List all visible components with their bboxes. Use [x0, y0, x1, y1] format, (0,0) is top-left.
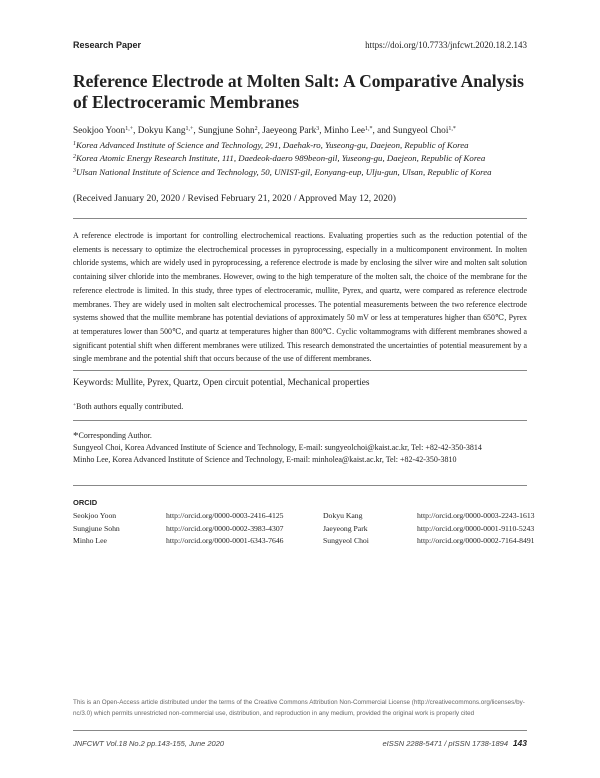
- affiliation-2: [73, 152, 485, 164]
- contribution-note: [73, 402, 183, 411]
- affiliation-3: [73, 166, 492, 178]
- corresponding-line-1: Sungyeol Choi, Korea Advanced Institute of Science and Technology, E-mail: sungyeolchoi@kaist.ac.kr, Tel: +82-42-350-3814: [73, 443, 482, 453]
- author-affil-mark: 3: [316, 126, 320, 132]
- orcid-author: Dokyu Kang: [323, 511, 363, 520]
- divider-orcid: [73, 485, 527, 486]
- affiliation-number: 2: [73, 154, 76, 160]
- author-name: Minho Lee: [323, 126, 365, 136]
- author-affil-mark: 1,+: [185, 126, 194, 132]
- affiliation-text: Korea Advanced Institute of Science and Technology, 291, Daehak-ro, Yuseong-gu, Daejeon, Republic of Korea: [76, 140, 469, 150]
- orcid-author: Seokjoo Yoon: [73, 511, 117, 520]
- orcid-link[interactable]: http://orcid.org/0000-0003-2243-1613: [417, 511, 535, 520]
- orcid-row: [73, 510, 535, 523]
- paper-title: Reference Electrode at Molten Salt: A Comparative Analysis of Electroceramic Membranes: [73, 71, 524, 112]
- author-affil-mark: 1,*: [448, 126, 456, 132]
- orcid-heading: ORCID: [73, 498, 98, 507]
- author-separator: ,: [193, 126, 199, 136]
- license-notice: This is an Open-Access article distributed under the terms of the Creative Commons Attribution Non-Commercial License (http://creativecommons.org/licenses/by-nc/3.0) which permits unrestricted non-commercial use, distribution, and reproduction in any medium, provided the original work is properly cited: [73, 699, 525, 717]
- abstract: A reference electrode is important for controlling electrochemical reactions. Evaluating properties such as the reduction potential of the elements is necessary to optimize the electrochemical processes in pyroprocessing, especially in a multicomponent environment. In molten chloride systems, which are widely used in pyroprocessing, a reference electrode is made by enclosing the silver wire and molten salt solution containing silver chloride into the membranes. However, owing to the high temperature of the molten salt, the choice of the membrane for the reference electrode is limited. In this study, three types of electroceramic, mullite, Pyrex, and quartz, were compared as reference electrode membranes. They are widely used in molten salt electrochemical processes. The potential measurements between the two reference electrode systems showed that the mullite membrane has potential deviations of approximately 50 mV or less at temperatures higher than 650℃, Pyrex at temperatures lower than 500℃, and quartz at temperatures higher than 800℃. Cyclic voltammograms with different membranes showed a significant potential shift when different membranes were utilized. This research demonstrated the uncertainties of potential measurement by a single membrane and the potential shift that occurs because of the use of different membranes.: [73, 231, 527, 364]
- affiliation-text: Ulsan National Institute of Science and Technology, 50, UNIST-gil, Eonyang-eup, Ulju-gun, Ulsan, Republic of Korea: [76, 167, 492, 177]
- author-affil-mark: 1,+: [125, 126, 134, 132]
- orcid-author: Minho Lee: [73, 536, 107, 545]
- orcid-link[interactable]: http://orcid.org/0000-0001-9110-5243: [417, 523, 535, 533]
- corresponding-line-2: Minho Lee, Korea Advanced Institute of Science and Technology, E-mail: minholea@kaist.ac.kr, Tel: +82-42-350-3810: [73, 454, 457, 464]
- author-name: Sungjune Sohn: [198, 126, 255, 136]
- corresponding-label: Corresponding Author.: [78, 431, 152, 440]
- contribution-text: Both authors equally contributed.: [76, 402, 184, 411]
- affiliation-text: Korea Atomic Energy Research Institute, 111, Daedeok-daero 989beon-gil, Yuseong-gu, Daejeon, Republic of Korea: [76, 153, 486, 163]
- author-affil-mark: 1,*: [364, 126, 373, 132]
- author-separator: , and: [372, 126, 393, 136]
- corresponding-mark: *: [73, 430, 79, 442]
- author-list: [73, 125, 456, 138]
- author-name: Sungyeol Choi: [392, 126, 449, 136]
- orcid-author: Sungjune Sohn: [73, 523, 120, 533]
- issn: eISSN 2288-5471 / pISSN 1738-1894: [382, 739, 508, 748]
- keywords: Keywords: Mullite, Pyrex, Quartz, Open circuit potential, Mechanical properties: [73, 377, 370, 387]
- orcid-table: [73, 510, 535, 548]
- orcid-row: [73, 523, 535, 536]
- divider-top: [73, 218, 527, 219]
- author-name: Seokjoo Yoon: [73, 126, 126, 136]
- doi-link[interactable]: https://doi.org/10.7733/jnfcwt.2020.18.2.143: [365, 40, 527, 50]
- author-affil-mark: 2: [254, 126, 258, 132]
- orcid-link[interactable]: http://orcid.org/0000-0002-3983-4307: [166, 523, 284, 533]
- affiliation-1: [73, 139, 469, 151]
- divider-corresponding: [73, 420, 527, 421]
- orcid-link[interactable]: http://orcid.org/0000-0002-7164-8491: [417, 536, 535, 545]
- section-label: Research Paper: [73, 40, 142, 50]
- journal-citation: JNFCWT Vol.18 No.2 pp.143-155, June 2020: [73, 739, 225, 748]
- author-separator: ,: [133, 126, 138, 136]
- corresponding-author: [73, 430, 482, 465]
- affiliation-number: 1: [73, 141, 76, 147]
- contribution-mark: +: [73, 402, 77, 408]
- divider-keywords: [73, 370, 527, 371]
- orcid-link[interactable]: http://orcid.org/0000-0003-2416-4125: [166, 511, 284, 520]
- author-separator: ,: [257, 126, 263, 136]
- affiliation-number: 3: [73, 168, 76, 174]
- orcid-author: Sungyeol Choi: [323, 536, 369, 545]
- author-name: Jaeyeong Park: [262, 126, 317, 136]
- received-dates: (Received January 20, 2020 / Revised February 21, 2020 / Approved May 12, 2020): [73, 193, 396, 204]
- divider-footer: [73, 730, 527, 731]
- orcid-link[interactable]: http://orcid.org/0000-0001-6343-7646: [166, 536, 284, 545]
- author-name: Dokyu Kang: [137, 126, 186, 136]
- orcid-row: [73, 535, 535, 548]
- orcid-author: Jaeyeong Park: [323, 523, 368, 533]
- author-separator: ,: [319, 126, 324, 136]
- page-number: 143: [512, 738, 527, 748]
